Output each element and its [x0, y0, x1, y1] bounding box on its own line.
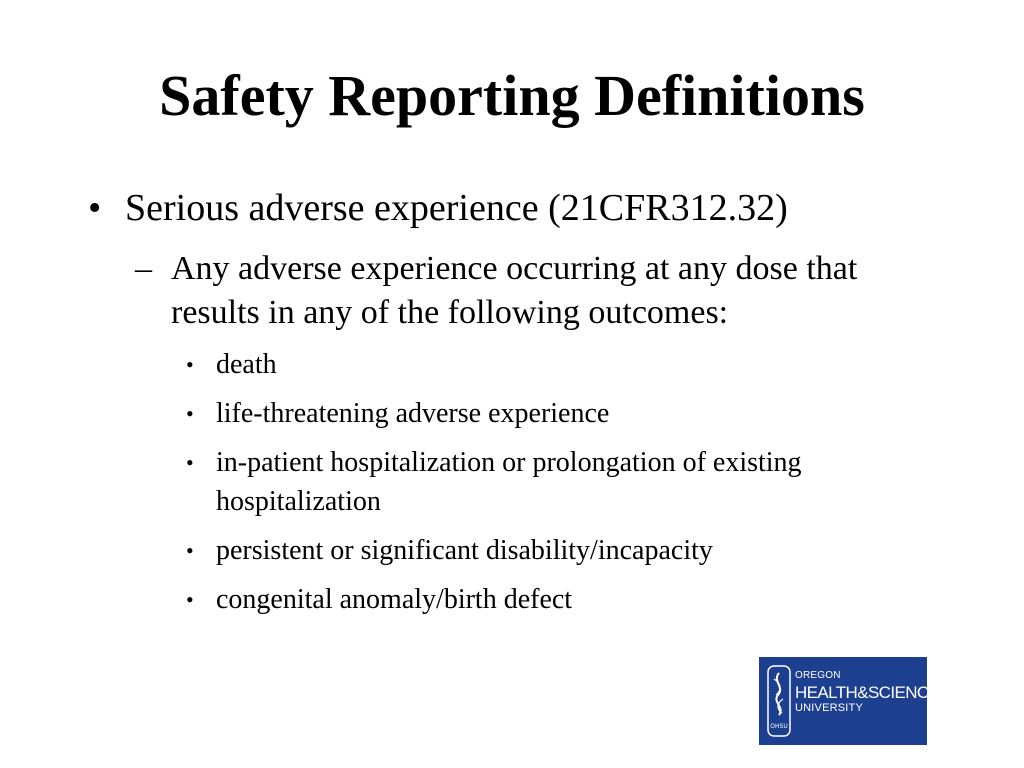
- logo-line-university: UNIVERSITY: [795, 702, 864, 714]
- ohsu-seal-icon: [767, 665, 791, 737]
- bullet-level2-text: Any adverse experience occurring at any dose that results in any of the following outcomes:: [171, 250, 858, 331]
- logo-text: [795, 671, 939, 714]
- slide-title: Safety Reporting Definitions: [159, 63, 865, 128]
- bullet-marker: •: [88, 187, 102, 229]
- bullet-marker: •: [186, 352, 194, 377]
- outcome-item: [186, 443, 966, 521]
- bullet-level1-text: Serious adverse experience (21CFR312.32): [125, 187, 788, 229]
- seal-text: OHSU: [770, 723, 788, 730]
- outcome-item-text: congenital anomaly/birth defect: [216, 584, 573, 615]
- outcome-item: [186, 531, 966, 570]
- logo-line-health-science: HEALTH&SCIENCE: [795, 683, 940, 702]
- ohsu-logo: [759, 657, 940, 745]
- outcome-list: [186, 345, 966, 629]
- outcome-item-text: death: [216, 349, 277, 380]
- bullet-marker: •: [186, 401, 194, 426]
- outcome-item: [186, 394, 966, 433]
- bullet-marker: •: [186, 538, 194, 563]
- bullet-marker: •: [186, 587, 194, 612]
- outcome-item: [186, 345, 966, 384]
- outcome-item-text: life-threatening adverse experience: [216, 398, 610, 429]
- outcome-item-text: persistent or significant disability/incapacity: [216, 535, 713, 566]
- logo-line-oregon: OREGON: [795, 670, 841, 681]
- bullet-marker: •: [186, 450, 194, 475]
- outcome-item: [186, 580, 966, 619]
- dash-marker: –: [135, 250, 152, 287]
- outcome-item-text: in-patient hospitalization or prolongation of existing hospitalization: [216, 447, 802, 517]
